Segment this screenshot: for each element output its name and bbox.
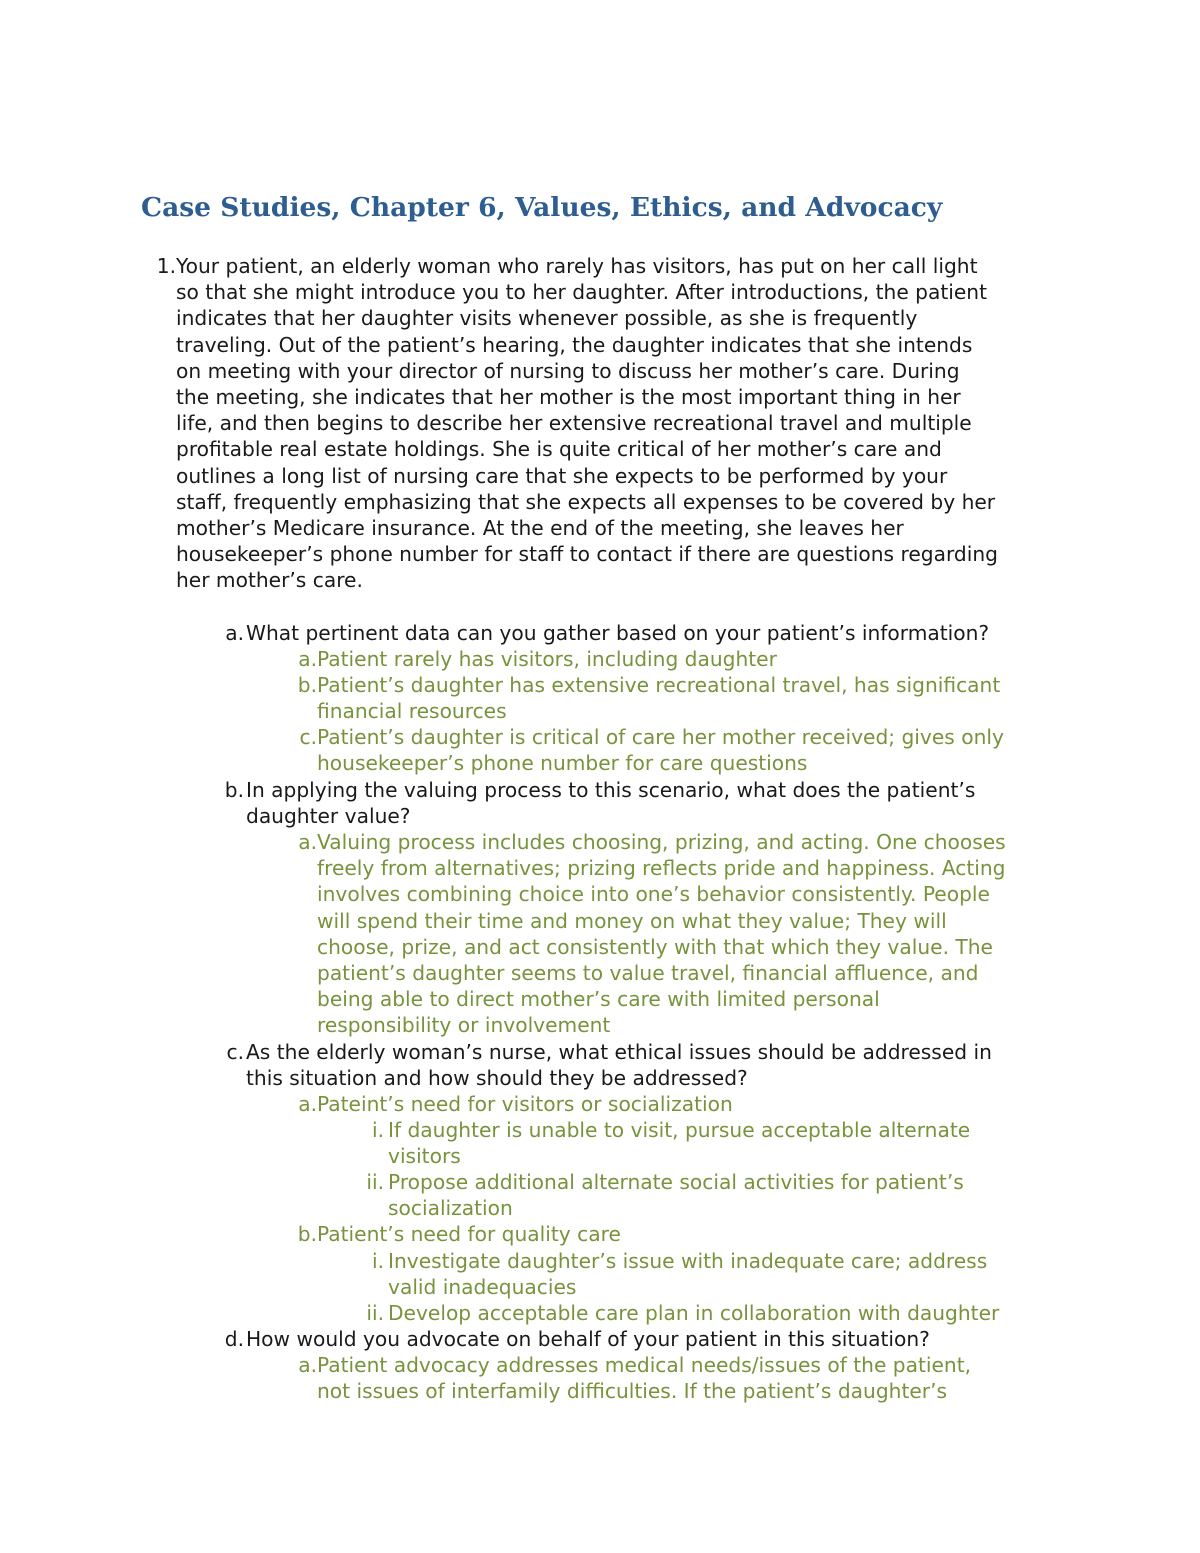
list-marker: b. [297, 1222, 317, 1246]
paragraph-line: the meeting, she indicates that her mother is the most important thing in her [176, 385, 961, 410]
answer-line: not issues of interfamily difficulties. If the patient’s daughter’s [317, 1379, 948, 1404]
paragraph-line: indicates that her daughter visits whenever possible, as she is frequently [176, 306, 918, 331]
sub-answer-item [366, 1169, 964, 1221]
answer-item [298, 1352, 972, 1404]
answer-line: freely from alternatives; prizing reflects pride and happiness. Acting [317, 856, 1006, 881]
list-marker: a. [298, 1092, 317, 1116]
answer-line: Patient advocacy addresses medical needs/issues of the patient, [317, 1353, 972, 1377]
paragraph-line: housekeeper’s phone number for staff to contact if there are questions regarding [176, 542, 998, 567]
answer-line: If daughter is unable to visit, pursue acceptable alternate [388, 1118, 971, 1142]
answer-line: responsibility or involvement [317, 1013, 611, 1038]
question-a [225, 620, 990, 646]
answer-line: Patient’s daughter is critical of care her mother received; gives only [317, 725, 1004, 749]
paragraph-line: profitable real estate holdings. She is quite critical of her mother’s care and [176, 437, 942, 462]
answer-line: visitors [388, 1144, 461, 1169]
answer-line: Patient’s daughter has extensive recreational travel, has significant [317, 673, 1001, 697]
question-line: this situation and how should they be addressed? [246, 1066, 748, 1091]
answer-item [298, 646, 777, 672]
answer-line: financial resources [317, 699, 507, 724]
paragraph-line: staff, frequently emphasizing that she expects all expenses to be covered by her [176, 489, 996, 514]
answer-line: Propose additional alternate social activities for patient’s [388, 1170, 964, 1194]
question-line: In applying the valuing process to this scenario, what does the patient’s [246, 778, 976, 802]
answer-line: socialization [388, 1196, 513, 1221]
list-marker: 1. [156, 254, 176, 278]
list-marker: c. [299, 725, 317, 749]
question-line: What pertinent data can you gather based on your patient’s information? [246, 621, 990, 645]
answer-line: Develop acceptable care plan in collaboration with daughter [388, 1301, 1000, 1325]
case-paragraph [156, 253, 998, 594]
list-marker: i. [371, 1249, 384, 1273]
list-marker: a. [298, 1353, 317, 1377]
answer-item [299, 724, 1004, 776]
sub-answer-item [371, 1117, 971, 1169]
answer-line: Investigate daughter’s issue with inadequate care; address [388, 1249, 988, 1273]
list-marker: b. [224, 778, 244, 802]
page-title: Case Studies, Chapter 6, Values, Ethics, and Advocacy [141, 192, 943, 223]
answer-line: Patient’s need for quality care [317, 1222, 621, 1246]
list-marker: a. [225, 621, 244, 645]
answer-line: patient’s daughter seems to value travel, financial affluence, and [317, 961, 979, 986]
answer-line: valid inadequacies [388, 1275, 577, 1300]
answer-line: housekeeper’s phone number for care questions [317, 751, 808, 776]
answer-item [297, 1221, 621, 1247]
list-marker: ii. [366, 1170, 384, 1194]
list-marker: i. [371, 1118, 384, 1142]
answer-item [298, 1091, 733, 1117]
list-marker: a. [298, 647, 317, 671]
list-marker: d. [224, 1327, 244, 1351]
answer-item [297, 672, 1001, 724]
list-marker: b. [297, 673, 317, 697]
paragraph-line: life, and then begins to describe her extensive recreational travel and multiple [176, 411, 972, 436]
question-line: daughter value? [246, 804, 411, 829]
answer-line: Patient rarely has visitors, including daughter [317, 647, 777, 671]
question-b [224, 777, 976, 829]
answer-line: being able to direct mother’s care with limited personal [317, 987, 880, 1012]
answer-line: choose, prize, and act consistently with that which they value. The [317, 934, 993, 959]
answer-line: Pateint’s need for visitors or socialization [317, 1092, 733, 1116]
paragraph-line: outlines a long list of nursing care that she expects to be performed by your [176, 463, 948, 488]
paragraph-line: Your patient, an elderly woman who rarely has visitors, has put on her call light [176, 254, 978, 278]
list-marker: a. [298, 830, 317, 854]
question-c [226, 1039, 992, 1091]
answer-line: involves combining choice into one’s behavior consistently. People [317, 882, 990, 907]
paragraph-line: mother’s Medicare insurance. At the end of the meeting, she leaves her [176, 516, 904, 541]
paragraph-line: her mother’s care. [176, 568, 363, 593]
sub-answer-item [366, 1300, 1000, 1326]
question-line: How would you advocate on behalf of your patient in this situation? [246, 1327, 930, 1351]
answer-line: Valuing process includes choosing, prizing, and acting. One chooses [317, 830, 1006, 854]
paragraph-line: traveling. Out of the patient’s hearing, the daughter indicates that she intends [176, 332, 973, 357]
question-line: As the elderly woman’s nurse, what ethical issues should be addressed in [246, 1040, 992, 1064]
sub-answer-item [371, 1248, 988, 1300]
answer-item [298, 829, 1006, 1039]
list-marker: ii. [366, 1301, 384, 1325]
paragraph-line: on meeting with your director of nursing to discuss her mother’s care. During [176, 358, 960, 383]
question-d [224, 1326, 930, 1352]
paragraph-line: so that she might introduce you to her daughter. After introductions, the patient [176, 280, 987, 305]
list-marker: c. [226, 1040, 244, 1064]
answer-line: will spend their time and money on what they value; They will [317, 908, 947, 933]
